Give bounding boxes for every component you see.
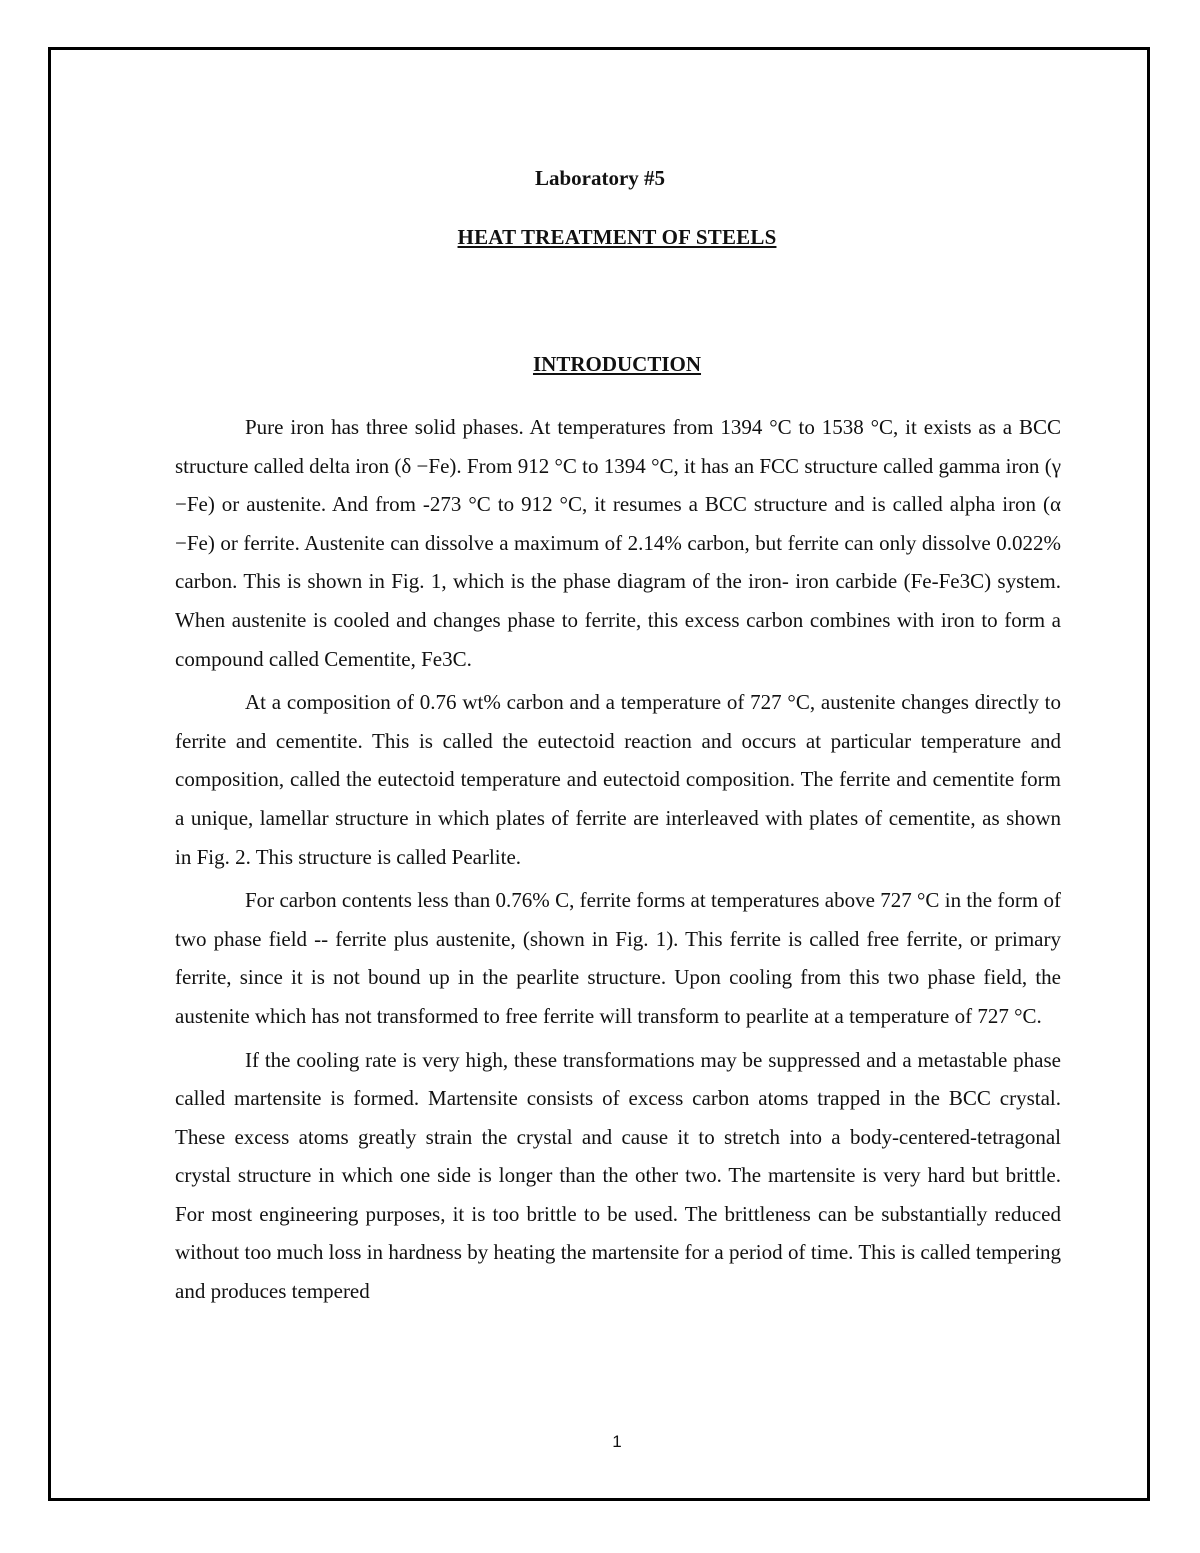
body-text (175, 408, 1061, 1316)
paragraph-free-ferrite: For carbon contents less than 0.76% C, ferrite forms at temperatures above 727 °C in the form of two phase field -- ferrite plus austenite, (shown in Fig. 1). This ferrite is called free ferrite, or primary ferrite, since it is not bound up in the pearlite structure. Upon cooling from this two phase field, the austenite which has not transformed to free ferrite will transform to pearlite at a temperature of 727 °C. (175, 888, 1061, 1028)
paragraph-martensite: If the cooling rate is very high, these transformations may be suppressed and a metastable phase called martensite is formed. Martensite consists of excess carbon atoms trapped in the BCC crystal. These excess atoms greatly strain the crystal and cause it to stretch into a body-centered-tetragonal crystal structure in which one side is longer than the other two. The martensite is very hard but brittle. For most engineering purposes, it is too brittle to be used. The brittleness can be substantially reduced without too much loss in hardness by heating the martensite for a period of time. This is called tempering and produces tempered (175, 1047, 1061, 1304)
paragraph-iron-phases: Pure iron has three solid phases. At temperatures from 1394 °C to 1538 °C, it exists as a BCC structure called delta iron (δ −Fe). From 912 °C to 1394 °C, it has an FCC structure called gamma iron (γ −Fe) or austenite. And from -273 °C to 912 °C, it resumes a BCC structure and is called alpha iron (α −Fe) or ferrite. Austenite can dissolve a maximum of 2.14% carbon, but ferrite can only dissolve 0.022% carbon. This is shown in Fig. 1, which is the phase diagram of the iron- iron carbide (Fe-Fe3C) system. When austenite is cooled and changes phase to ferrite, this excess carbon combines with iron to form a compound called Cementite, Fe3C. (175, 415, 1061, 671)
page-number: 1 (612, 1432, 622, 1451)
lab-title: Laboratory #5 (534, 166, 666, 190)
paragraph-eutectoid: At a composition of 0.76 wt% carbon and a temperature of 727 °C, austenite changes directly to ferrite and cementite. This is called the eutectoid reaction and occurs at particular temperature and composition, called the eutectoid temperature and eutectoid composition. The ferrite and cementite form a unique, lamellar structure in which plates of ferrite are interleaved with plates of cementite, as shown in Fig. 2. This structure is called Pearlite. (175, 690, 1061, 869)
section-heading-introduction: INTRODUCTION (532, 352, 702, 376)
document-title: HEAT TREATMENT OF STEELS (457, 225, 777, 249)
